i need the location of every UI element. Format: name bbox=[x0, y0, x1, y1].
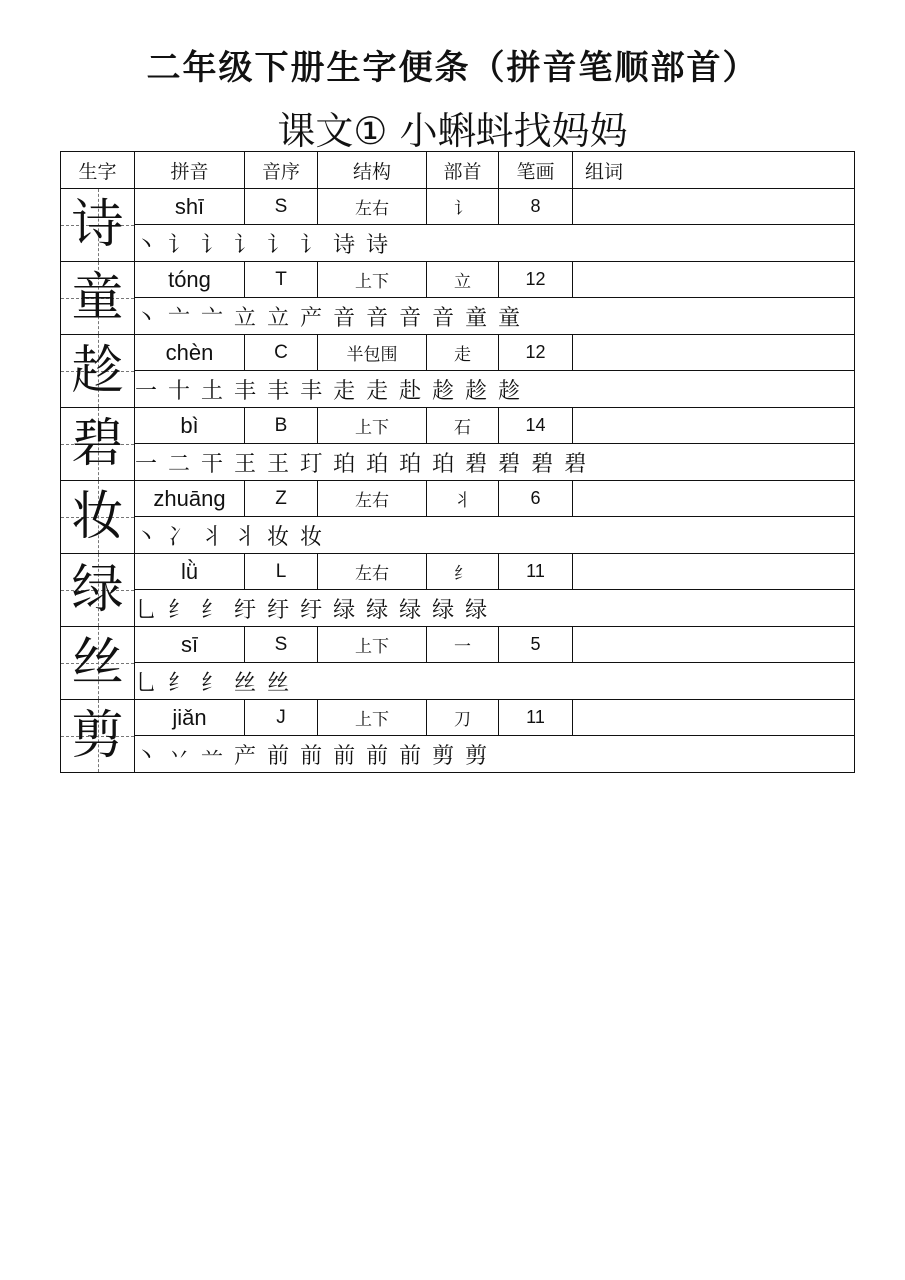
structure-cell: 上下 bbox=[318, 262, 427, 298]
radical-cell: 一 bbox=[427, 627, 499, 663]
stroke-step bbox=[465, 447, 488, 478]
stroke-step bbox=[300, 228, 323, 259]
stroke-order-row bbox=[61, 590, 855, 627]
stroke-count-cell: 12 bbox=[499, 335, 573, 371]
stroke-step bbox=[168, 593, 191, 624]
header-character: 生字 bbox=[61, 152, 135, 189]
sound-order-cell: C bbox=[245, 335, 318, 371]
character: 丝 bbox=[71, 633, 124, 693]
stroke-glyph: 前 bbox=[399, 743, 423, 769]
sound-order-cell: L bbox=[245, 554, 318, 590]
stroke-step bbox=[432, 374, 455, 405]
stroke-step bbox=[366, 374, 389, 405]
stroke-glyph: 童 bbox=[498, 305, 522, 331]
stroke-step bbox=[168, 374, 191, 405]
pinyin-cell: zhuāng bbox=[135, 481, 245, 517]
words-cell bbox=[573, 554, 855, 590]
structure-cell: 上下 bbox=[318, 700, 427, 736]
words-cell bbox=[573, 408, 855, 444]
stroke-step bbox=[267, 520, 290, 551]
stroke-glyph: 亠 bbox=[168, 305, 192, 331]
stroke-step bbox=[366, 301, 389, 332]
stroke-count-cell: 5 bbox=[499, 627, 573, 663]
stroke-glyph: 诗 bbox=[366, 232, 390, 258]
stroke-order-row bbox=[61, 225, 855, 262]
stroke-step bbox=[135, 447, 158, 478]
character-info-row bbox=[61, 627, 855, 663]
stroke-glyph: 妆 bbox=[267, 524, 291, 550]
stroke-step bbox=[432, 739, 455, 770]
stroke-step bbox=[300, 739, 323, 770]
stroke-step bbox=[201, 301, 224, 332]
stroke-order-row bbox=[61, 444, 855, 481]
stroke-step bbox=[201, 374, 224, 405]
stroke-glyph: 丶 bbox=[135, 524, 159, 550]
character-info-row bbox=[61, 408, 855, 444]
stroke-step bbox=[234, 593, 257, 624]
stroke-glyph: 碧 bbox=[531, 451, 555, 477]
stroke-sequence-cell bbox=[135, 517, 855, 554]
character-cell bbox=[61, 189, 135, 262]
stroke-step bbox=[366, 739, 389, 770]
stroke-sequence-cell bbox=[135, 225, 855, 262]
character-info-row bbox=[61, 262, 855, 298]
stroke-step bbox=[201, 520, 224, 551]
stroke-step bbox=[465, 593, 488, 624]
stroke-step bbox=[201, 666, 224, 697]
stroke-step bbox=[465, 739, 488, 770]
stroke-step bbox=[168, 739, 191, 770]
stroke-step bbox=[432, 447, 455, 478]
stroke-step bbox=[399, 374, 422, 405]
stroke-glyph: 乚 bbox=[135, 597, 159, 623]
stroke-step bbox=[135, 228, 158, 259]
stroke-step bbox=[432, 593, 455, 624]
header-words: 组词 bbox=[573, 152, 855, 189]
stroke-step bbox=[135, 739, 158, 770]
stroke-sequence-cell bbox=[135, 444, 855, 481]
stroke-step bbox=[168, 666, 191, 697]
stroke-order-row bbox=[61, 517, 855, 554]
stroke-glyph: 讠 bbox=[168, 232, 192, 258]
stroke-step bbox=[234, 228, 257, 259]
stroke-step bbox=[234, 520, 257, 551]
stroke-glyph: 王 bbox=[267, 451, 291, 477]
stroke-glyph: 产 bbox=[300, 305, 324, 331]
stroke-glyph: 绿 bbox=[366, 597, 390, 623]
stroke-glyph: 音 bbox=[333, 305, 357, 331]
stroke-glyph: 绿 bbox=[465, 597, 489, 623]
character: 绿 bbox=[71, 560, 124, 620]
stroke-glyph: 丰 bbox=[267, 378, 291, 404]
stroke-glyph: 音 bbox=[399, 305, 423, 331]
stroke-glyph: 趁 bbox=[432, 378, 456, 404]
character: 妆 bbox=[71, 487, 124, 547]
stroke-glyph: 珀 bbox=[399, 451, 423, 477]
stroke-glyph: 立 bbox=[267, 305, 291, 331]
header-order: 音序 bbox=[245, 152, 318, 189]
stroke-step bbox=[531, 447, 554, 478]
stroke-step bbox=[399, 447, 422, 478]
character-cell bbox=[61, 554, 135, 627]
character-cell bbox=[61, 262, 135, 335]
character-info-row bbox=[61, 554, 855, 590]
pinyin-cell: jiǎn bbox=[135, 700, 245, 736]
character-cell bbox=[61, 335, 135, 408]
header-pinyin: 拼音 bbox=[135, 152, 245, 189]
stroke-glyph: 一 bbox=[135, 378, 159, 404]
stroke-step bbox=[135, 520, 158, 551]
stroke-glyph: 碧 bbox=[564, 451, 588, 477]
stroke-glyph: 绿 bbox=[432, 597, 456, 623]
stroke-order-row bbox=[61, 663, 855, 700]
stroke-glyph: 王 bbox=[234, 451, 258, 477]
stroke-glyph: 前 bbox=[333, 743, 357, 769]
character-cell bbox=[61, 481, 135, 554]
stroke-glyph: 音 bbox=[366, 305, 390, 331]
stroke-glyph: 土 bbox=[201, 378, 225, 404]
stroke-step bbox=[168, 301, 191, 332]
sound-order-cell: J bbox=[245, 700, 318, 736]
character-info-row bbox=[61, 481, 855, 517]
stroke-glyph: 绿 bbox=[399, 597, 423, 623]
stroke-glyph: 前 bbox=[300, 743, 324, 769]
stroke-step bbox=[366, 593, 389, 624]
stroke-count-cell: 11 bbox=[499, 700, 573, 736]
stroke-glyph: 趁 bbox=[498, 378, 522, 404]
stroke-sequence-cell bbox=[135, 298, 855, 335]
stroke-glyph: 赴 bbox=[399, 378, 423, 404]
radical-cell: 讠 bbox=[427, 189, 499, 225]
stroke-glyph: 碧 bbox=[498, 451, 522, 477]
stroke-step bbox=[333, 447, 356, 478]
words-cell bbox=[573, 335, 855, 371]
stroke-step bbox=[267, 447, 290, 478]
stroke-glyph: 丶 bbox=[135, 232, 159, 258]
radical-cell: 走 bbox=[427, 335, 499, 371]
stroke-glyph: 产 bbox=[234, 743, 258, 769]
structure-cell: 左右 bbox=[318, 189, 427, 225]
stroke-order-row bbox=[61, 736, 855, 773]
page-title: 二年级下册生字便条（拼音笔顺部首） bbox=[146, 48, 759, 88]
stroke-glyph: 玎 bbox=[300, 451, 324, 477]
character-cell bbox=[61, 408, 135, 481]
stroke-step bbox=[267, 374, 290, 405]
stroke-step bbox=[201, 739, 224, 770]
radical-cell: 立 bbox=[427, 262, 499, 298]
stroke-order-row bbox=[61, 298, 855, 335]
stroke-glyph: 讠 bbox=[234, 232, 258, 258]
stroke-step bbox=[168, 228, 191, 259]
character-cell bbox=[61, 627, 135, 700]
stroke-glyph: 冫 bbox=[168, 524, 192, 550]
sound-order-cell: B bbox=[245, 408, 318, 444]
stroke-glyph: 纟 bbox=[168, 670, 192, 696]
stroke-step bbox=[399, 593, 422, 624]
pinyin-cell: chèn bbox=[135, 335, 245, 371]
stroke-step bbox=[432, 301, 455, 332]
pinyin-cell: bì bbox=[135, 408, 245, 444]
stroke-step bbox=[300, 374, 323, 405]
stroke-step bbox=[465, 374, 488, 405]
structure-cell: 上下 bbox=[318, 408, 427, 444]
stroke-glyph: 妆 bbox=[300, 524, 324, 550]
stroke-step bbox=[333, 301, 356, 332]
stroke-step bbox=[333, 228, 356, 259]
stroke-glyph: 碧 bbox=[465, 451, 489, 477]
stroke-step bbox=[465, 301, 488, 332]
sound-order-cell: S bbox=[245, 189, 318, 225]
stroke-step bbox=[234, 374, 257, 405]
radical-cell: 丬 bbox=[427, 481, 499, 517]
stroke-sequence-cell bbox=[135, 736, 855, 773]
stroke-step bbox=[498, 301, 521, 332]
stroke-glyph: 立 bbox=[234, 305, 258, 331]
stroke-count-cell: 14 bbox=[499, 408, 573, 444]
stroke-glyph: 珀 bbox=[333, 451, 357, 477]
stroke-glyph: 纡 bbox=[300, 597, 324, 623]
stroke-step bbox=[234, 739, 257, 770]
stroke-step bbox=[267, 228, 290, 259]
stroke-count-cell: 12 bbox=[499, 262, 573, 298]
stroke-glyph: 丬 bbox=[201, 524, 225, 550]
stroke-glyph: 丬 bbox=[234, 524, 258, 550]
stroke-step bbox=[201, 593, 224, 624]
character: 童 bbox=[71, 268, 124, 328]
stroke-glyph: 丰 bbox=[300, 378, 324, 404]
stroke-glyph: 丝 bbox=[267, 670, 291, 696]
structure-cell: 半包围 bbox=[318, 335, 427, 371]
stroke-glyph: 讠 bbox=[201, 232, 225, 258]
character: 碧 bbox=[71, 414, 124, 474]
stroke-sequence-cell bbox=[135, 590, 855, 627]
character-info-row bbox=[61, 335, 855, 371]
stroke-step bbox=[300, 447, 323, 478]
pinyin-cell: lǜ bbox=[135, 554, 245, 590]
header-structure: 结构 bbox=[318, 152, 427, 189]
character-cell bbox=[61, 700, 135, 773]
sound-order-cell: Z bbox=[245, 481, 318, 517]
stroke-glyph: 丶 bbox=[135, 305, 159, 331]
stroke-step bbox=[498, 374, 521, 405]
stroke-sequence-cell bbox=[135, 371, 855, 408]
stroke-glyph: 绿 bbox=[333, 597, 357, 623]
stroke-count-cell: 11 bbox=[499, 554, 573, 590]
stroke-glyph: 趁 bbox=[465, 378, 489, 404]
stroke-step bbox=[333, 593, 356, 624]
stroke-step bbox=[399, 301, 422, 332]
stroke-glyph: 乚 bbox=[135, 670, 159, 696]
stroke-step bbox=[267, 593, 290, 624]
structure-cell: 左右 bbox=[318, 481, 427, 517]
stroke-step bbox=[234, 301, 257, 332]
stroke-glyph: 一 bbox=[135, 451, 159, 477]
pinyin-cell: sī bbox=[135, 627, 245, 663]
stroke-step bbox=[201, 447, 224, 478]
stroke-glyph: 纡 bbox=[234, 597, 258, 623]
words-cell bbox=[573, 700, 855, 736]
structure-cell: 左右 bbox=[318, 554, 427, 590]
stroke-glyph: 䒑 bbox=[201, 743, 225, 769]
stroke-glyph: 丝 bbox=[234, 670, 258, 696]
pinyin-cell: shī bbox=[135, 189, 245, 225]
stroke-step bbox=[300, 520, 323, 551]
stroke-glyph: 纟 bbox=[201, 597, 225, 623]
words-cell bbox=[573, 189, 855, 225]
stroke-glyph: 走 bbox=[333, 378, 357, 404]
stroke-glyph: 二 bbox=[168, 451, 192, 477]
stroke-step bbox=[267, 301, 290, 332]
character-table bbox=[60, 151, 855, 773]
stroke-step bbox=[168, 447, 191, 478]
stroke-step bbox=[267, 739, 290, 770]
character: 诗 bbox=[71, 195, 124, 255]
structure-cell: 上下 bbox=[318, 627, 427, 663]
words-cell bbox=[573, 262, 855, 298]
radical-cell: 刀 bbox=[427, 700, 499, 736]
stroke-glyph: 剪 bbox=[432, 743, 456, 769]
stroke-step bbox=[300, 593, 323, 624]
stroke-count-cell: 6 bbox=[499, 481, 573, 517]
stroke-step bbox=[300, 301, 323, 332]
stroke-glyph: 珀 bbox=[366, 451, 390, 477]
pinyin-cell: tóng bbox=[135, 262, 245, 298]
header-row bbox=[61, 152, 855, 189]
stroke-glyph: 珀 bbox=[432, 451, 456, 477]
stroke-glyph: 十 bbox=[168, 378, 192, 404]
lesson-title: 课文① 小蝌蚪找妈妈 bbox=[277, 109, 628, 153]
stroke-glyph: 音 bbox=[432, 305, 456, 331]
character-info-row bbox=[61, 189, 855, 225]
stroke-glyph: 讠 bbox=[300, 232, 324, 258]
stroke-glyph: 纡 bbox=[267, 597, 291, 623]
stroke-step bbox=[135, 374, 158, 405]
words-cell bbox=[573, 481, 855, 517]
header-strokes: 笔画 bbox=[499, 152, 573, 189]
stroke-glyph: 前 bbox=[267, 743, 291, 769]
stroke-step bbox=[267, 666, 290, 697]
stroke-glyph: 纟 bbox=[201, 670, 225, 696]
stroke-step bbox=[234, 666, 257, 697]
stroke-glyph: 讠 bbox=[267, 232, 291, 258]
radical-cell: 石 bbox=[427, 408, 499, 444]
words-cell bbox=[573, 627, 855, 663]
stroke-step bbox=[366, 228, 389, 259]
stroke-glyph: 干 bbox=[201, 451, 225, 477]
stroke-step bbox=[498, 447, 521, 478]
stroke-step bbox=[135, 593, 158, 624]
stroke-sequence-cell bbox=[135, 663, 855, 700]
stroke-order-row bbox=[61, 371, 855, 408]
radical-cell: 纟 bbox=[427, 554, 499, 590]
character: 趁 bbox=[71, 341, 124, 401]
sound-order-cell: T bbox=[245, 262, 318, 298]
stroke-step bbox=[399, 739, 422, 770]
stroke-step bbox=[366, 447, 389, 478]
stroke-glyph: 丰 bbox=[234, 378, 258, 404]
sound-order-cell: S bbox=[245, 627, 318, 663]
stroke-glyph: 亠 bbox=[201, 305, 225, 331]
stroke-glyph: 诗 bbox=[333, 232, 357, 258]
stroke-step bbox=[135, 301, 158, 332]
stroke-step bbox=[234, 447, 257, 478]
character: 剪 bbox=[71, 706, 124, 766]
character-info-row bbox=[61, 700, 855, 736]
stroke-step bbox=[135, 666, 158, 697]
stroke-step bbox=[333, 374, 356, 405]
stroke-glyph: 童 bbox=[465, 305, 489, 331]
stroke-step bbox=[168, 520, 191, 551]
stroke-glyph: 剪 bbox=[465, 743, 489, 769]
header-radical: 部首 bbox=[427, 152, 499, 189]
stroke-step bbox=[333, 739, 356, 770]
stroke-glyph: 前 bbox=[366, 743, 390, 769]
stroke-glyph: 丶 bbox=[135, 743, 159, 769]
stroke-glyph: 纟 bbox=[168, 597, 192, 623]
stroke-count-cell: 8 bbox=[499, 189, 573, 225]
stroke-step bbox=[564, 447, 587, 478]
stroke-step bbox=[201, 228, 224, 259]
stroke-glyph: 走 bbox=[366, 378, 390, 404]
stroke-glyph: 丷 bbox=[168, 743, 192, 769]
